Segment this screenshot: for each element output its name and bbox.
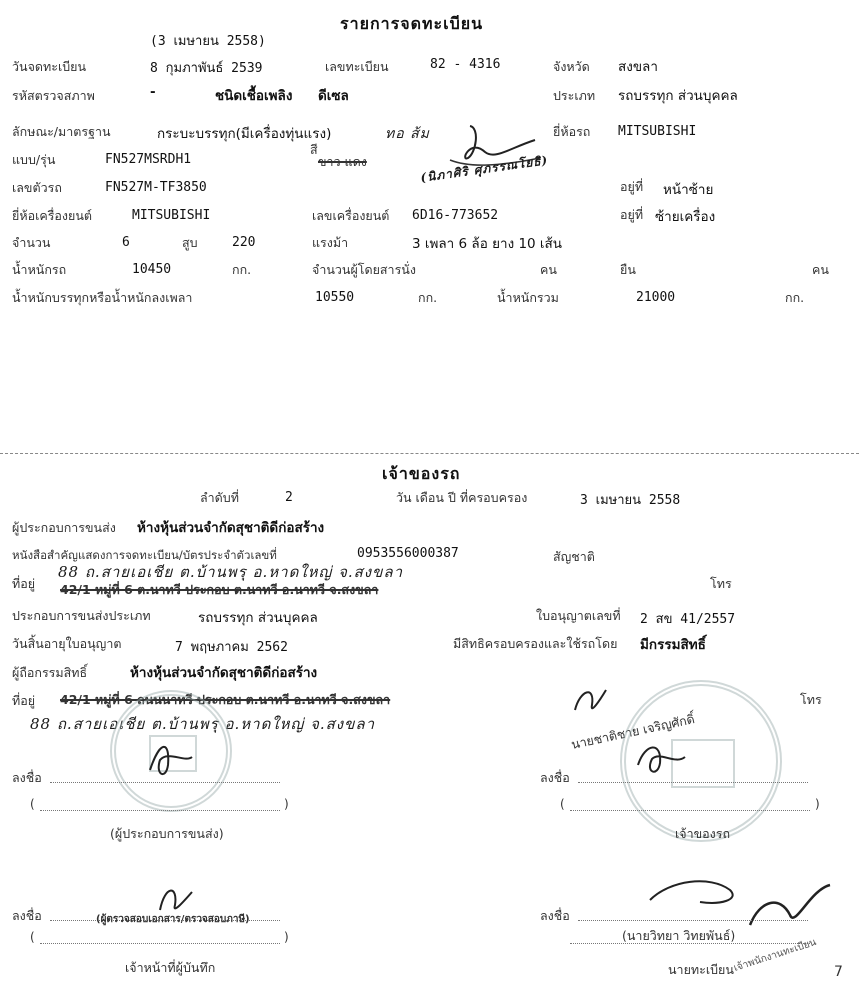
cylinder-count: 6 [122, 235, 130, 250]
engine-brand-label: ยี่ห้อเครื่องยนต์ [12, 208, 93, 223]
standing-unit: คน [812, 262, 829, 277]
chassis-number: FN527M-TF3850 [105, 180, 207, 195]
operator-signature-icon [140, 735, 200, 785]
operator-name-line [40, 810, 280, 811]
operator-paren-right: ) [284, 797, 289, 811]
address-old: 42/1 หมู่ที่ 6 ต.นาทวี ประกอบ ต.นาทวี อ.นาทวี จ.สงขลา [60, 582, 379, 597]
province-label: จังหวัด [553, 59, 590, 74]
load-weight: 10550 [315, 290, 355, 305]
model-label: แบบ/รุ่น [12, 152, 56, 167]
vehicle-type-label: ประเภท [553, 88, 596, 103]
holder-address-new: 88 ถ.สายเอเชีย ต.บ้านพรุ อ.หาดใหญ่ จ.สงขลา [30, 715, 375, 733]
nationality-label: สัญชาติ [553, 549, 595, 564]
load-label: น้ำหนักบรรทุกหรือน้ำหนักลงเพลา [12, 290, 193, 305]
total-weight-label: น้ำหนักรวม [497, 290, 559, 305]
owner-title: เจ้าของรถ [382, 464, 461, 483]
chassis-location: หน้าซ้าย [663, 182, 714, 198]
sign-label-registrar: ลงชื่อ [540, 908, 570, 923]
officer-correction-stamp: (นิภาศิริ ศุภรรณโยธิ) [419, 153, 550, 185]
load-unit: กก. [418, 290, 438, 305]
cylinder-label: สูบ [182, 235, 198, 250]
sign-label-operator: ลงชื่อ [12, 770, 42, 785]
officer-sig-stamp: (ผู้ตรวจสอบเอกสาร/ตรวจสอบภาษี) [96, 914, 250, 925]
engine-cc: 220 [232, 235, 256, 250]
axles-wheels: 3 เพลา 6 ล้อ ยาง 10 เส้น [412, 236, 563, 252]
color-old: ขาว แดง [318, 154, 367, 169]
engine-number: 6D16-773652 [412, 208, 499, 223]
owner-paren-right: ) [815, 797, 820, 811]
permit-label: ใบอนุญาตเลขที่ [536, 608, 621, 623]
initial-signature-icon [570, 680, 610, 720]
brand-label: ยี่ห้อรถ [553, 124, 591, 139]
engine-number-label: เลขเครื่องยนต์ [312, 208, 390, 223]
operator-sign-line [50, 782, 280, 783]
color-label: สี [310, 142, 318, 157]
character: กระบะบรรทุก(มีเครื่องทุ่นแรง) [157, 126, 332, 142]
chassis-location-label: อยู่ที่ [620, 179, 644, 194]
business-type: รถบรรทุก ส่วนบุคคล [198, 610, 318, 626]
signer-name-top: นายชาติชาย เจริญศักดิ์ [569, 711, 696, 752]
section-separator [0, 453, 859, 454]
officer-paren-left: ( [30, 930, 35, 944]
holder-address-label: ที่อยู่ [12, 693, 36, 708]
character-label: ลักษณะ/มาตรฐาน [12, 124, 111, 139]
weight-unit: กก. [232, 262, 252, 277]
page-number: 7 [834, 964, 843, 980]
owner-sig-role: เจ้าของรถ [675, 826, 731, 841]
horsepower-label: แรงม้า [312, 235, 349, 250]
passenger-unit: คน [540, 262, 557, 277]
holder-label: ผู้ถือกรรมสิทธิ์ [12, 665, 88, 680]
operator-paren-left: ( [30, 797, 35, 811]
phone-label-2: โทร [800, 692, 822, 707]
possession-date-label: วัน เดือน ปี ที่ครอบครอง [396, 490, 528, 505]
registrar-name-line [570, 943, 810, 944]
fuel-type: ดีเซล [318, 88, 349, 104]
officer-role: เจ้าหน้าที่ผู้บันทึก [125, 960, 216, 975]
plate-number: 82 - 4316 [430, 57, 501, 72]
permit-expiry: 7 พฤษภาคม 2562 [175, 640, 288, 655]
color-new: ทอ ส้ม [385, 126, 430, 142]
officer-paren-right: ) [284, 930, 289, 944]
owner-paren-left: ( [560, 797, 565, 811]
id-number: 0953556000387 [357, 546, 459, 561]
holder-address-old: 42/1 หมู่ที่ 6 ถนนนาทวี ประกอบ ต.นาทวี อ.นาทวี จ.สงขลา [60, 692, 391, 707]
registrar-role: นายทะเบียน [668, 962, 734, 977]
province: สงขลา [618, 59, 658, 75]
inspection-code: - [150, 84, 156, 100]
reg-date: 8 กุมภาพันธ์ 2539 [150, 61, 263, 76]
total-weight: 21000 [636, 290, 676, 305]
vehicle-weight: 10450 [132, 262, 172, 277]
possession-date: 3 เมษายน 2558 [580, 493, 681, 508]
right-label: มีสิทธิครอบครองและใช้รถโดย [453, 636, 618, 651]
id-label: หนังสือสำคัญแสดงการจดทะเบียน/บัตรประจำตัวเลขที่ [12, 548, 277, 562]
owner-signature-icon [630, 735, 690, 785]
count-label: จำนวน [12, 235, 51, 250]
vehicle-type: รถบรรทุก ส่วนบุคคล [618, 88, 738, 104]
total-weight-unit: กก. [785, 290, 805, 305]
registration-date-note: (3 เมษายน 2558) [150, 34, 266, 49]
weight-label: น้ำหนักรถ [12, 262, 67, 277]
engine-brand: MITSUBISHI [132, 208, 211, 223]
right-type: มีกรรมสิทธิ์ [640, 637, 706, 653]
fuel-label: ชนิดเชื้อเพลิง [215, 88, 293, 104]
brand: MITSUBISHI [618, 124, 697, 139]
inspection-code-label: รหัสตรวจสภาพ [12, 88, 95, 103]
operator-sig-role: (ผู้ประกอบการขนส่ง) [110, 826, 224, 841]
registrar-sign-line [578, 920, 808, 921]
operator-label: ผู้ประกอบการขนส่ง [12, 520, 116, 535]
officer-name-line [40, 943, 280, 944]
standing-label: ยืน [620, 262, 636, 277]
owner-name-line [570, 810, 810, 811]
registration-title: รายการจดทะเบียน [340, 14, 484, 33]
seq-label: ลำดับที่ [200, 490, 239, 505]
owner-sign-line [578, 782, 808, 783]
sign-label-officer: ลงชื่อ [12, 908, 42, 923]
permit-expiry-label: วันสิ้นอายุใบอนุญาต [12, 636, 122, 651]
registrar-stamp: เจ้าพนักงานทะเบียน [732, 936, 818, 975]
reg-date-label: วันจดทะเบียน [12, 59, 87, 74]
permit-number: 2 สข 41/2557 [640, 612, 736, 627]
engine-location: ซ้ายเครื่อง [655, 209, 716, 225]
sign-label-owner: ลงชื่อ [540, 770, 570, 785]
model: FN527MSRDH1 [105, 152, 192, 167]
address-new: 88 ถ.สายเอเชีย ต.บ้านพรุ อ.หาดใหญ่ จ.สงขลา [58, 563, 403, 581]
phone-label: โทร [710, 576, 732, 591]
passengers-label: จำนวนผู้โดยสารนั่ง [312, 262, 416, 277]
plate-label: เลขทะเบียน [325, 59, 389, 74]
operator-name: ห้างหุ้นส่วนจำกัดสุชาติดีก่อสร้าง [137, 520, 325, 536]
chassis-label: เลขตัวรถ [12, 180, 62, 195]
address-label: ที่อยู่ [12, 576, 36, 591]
registrar-name: (นายวิทยา วิทยพันธ์) [622, 928, 736, 943]
seq-number: 2 [285, 490, 293, 505]
holder-name: ห้างหุ้นส่วนจำกัดสุชาติดีก่อสร้าง [130, 665, 318, 681]
business-type-label: ประกอบการขนส่งประเภท [12, 608, 151, 623]
engine-location-label: อยู่ที่ [620, 207, 644, 222]
